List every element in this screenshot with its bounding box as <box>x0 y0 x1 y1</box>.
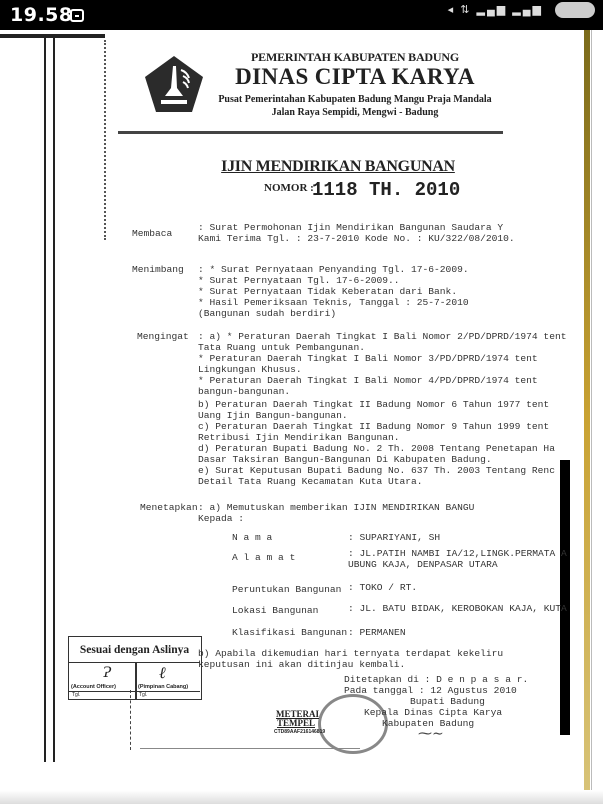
menimbang-line: * Surat Pernyataan Tidak Keberatan dari Bank. <box>198 286 458 297</box>
mengingat-line: bangun-bangunan. <box>198 386 291 397</box>
binder-line <box>44 36 46 762</box>
branch-head-caption: (Pimpinan Cabang) <box>138 684 189 690</box>
battery-icon <box>555 2 595 18</box>
signature-line: Ditetapkan di : D e n p a s a r. <box>344 674 529 685</box>
mengingat-line: Uang Ijin Bangun-bangunan. <box>198 410 348 421</box>
scan-shadow <box>560 460 570 735</box>
signature-line: Pada tanggal : 12 Agustus 2010 <box>344 685 517 696</box>
official-stamp <box>318 694 388 754</box>
field-value-klasifikasi: : PERMANEN <box>348 627 406 638</box>
menimbang-line: : * Surat Pernyataan Penyanding Tgl. 17-6-2009. <box>198 264 469 275</box>
nomor-label: NOMOR : <box>264 182 314 194</box>
verification-divider <box>135 663 137 699</box>
mengingat-line: Retribusi Ijin Mendirikan Bangunan. <box>198 432 400 443</box>
clock: 19.58 <box>10 4 73 26</box>
letterhead-agency: DINAS CIPTA KARYA <box>235 64 475 89</box>
account-officer-caption: (Account Officer) <box>71 684 116 690</box>
menetapkan-line: b) Apabila dikemudian hari ternyata terdapat kekeliru <box>198 648 504 659</box>
account-officer-signature: Ɂ <box>103 665 112 681</box>
document-title: IJIN MENDIRIKAN BANGUNAN <box>221 158 455 175</box>
field-value-alamat: : JL.PATIH NAMBI IA/12,LINGK.PERMATA A <box>348 548 567 559</box>
mengingat-line: Detail Tata Ruang Kecamatan Kuta Utara. <box>198 476 423 487</box>
field-value-alamat-2: UBUNG KAJA, DENPASAR UTARA <box>348 559 498 570</box>
field-value-lokasi: : JL. BATU BIDAK, KEROBOKAN KAJA, KUTA <box>348 603 567 614</box>
letterhead-center: Pusat Pemerintahan Kabupaten Badung Mangu Praja Mandala <box>218 94 492 105</box>
mengingat-line: e) Surat Keputusan Bupati Badung No. 637 Th. 2003 Tentang Renc <box>198 465 555 476</box>
mengingat-line: b) Peraturan Daerah Tingkat II Badung Nomor 6 Tahun 1977 tent <box>198 399 550 410</box>
section-label-menetapkan: Menetapkan <box>140 502 198 513</box>
mengingat-line: Tata Ruang untuk Pembangunan. <box>198 342 365 353</box>
mengingat-line: d) Peraturan Bupati Badung No. 2 Th. 2008 Tentang Penetapan Ha <box>198 443 555 454</box>
field-label-alamat: A l a m a t <box>232 552 296 563</box>
verification-row-rule <box>69 691 200 692</box>
mengingat-line: * Peraturan Daerah Tingkat I Bali Nomor 3/PD/DPRD/1974 tent <box>198 353 538 364</box>
menimbang-line: * Surat Pernyataan Tgl. 17-6-2009.. <box>198 275 400 286</box>
page-bottom-shadow <box>0 790 603 804</box>
account-officer-date: Tgl. <box>72 692 81 698</box>
signature-line: Bupati Badung <box>410 696 485 707</box>
screenshot-icon <box>70 9 84 22</box>
mengingat-line: c) Peraturan Daerah Tingkat II Badung Nomor 9 Tahun 1999 tent <box>198 421 550 432</box>
section-label-mengingat: Mengingat <box>137 331 189 342</box>
membaca-line: : Surat Permohonan Ijin Mendirikan Bangunan Saudara Y <box>198 222 504 233</box>
document-page <box>0 30 603 804</box>
verification-title: Sesuai dengan Aslinya <box>69 637 200 663</box>
branch-head-date: Tgl. <box>139 692 148 698</box>
system-icons: ◂ ⇅ ▂▄▆ ▂▄▆ <box>447 4 543 16</box>
menimbang-line: * Hasil Pemeriksaan Teknis, Tanggal : 25-7-2010 <box>198 297 469 308</box>
menetapkan-line: keputusan ini akan ditinjau kembali. <box>198 659 406 670</box>
mengingat-line: Dasar Taksiran Bangun-Bangunan Di Kabupaten Badung. <box>198 454 492 465</box>
field-label-lokasi: Lokasi Bangunan <box>232 605 319 616</box>
meterai-stamp: METERAI TEMPEL <box>276 709 320 728</box>
menetapkan-line: : a) Memutuskan memberikan IJIN MENDIRIKAN BANGU <box>198 502 475 513</box>
nomor-value: 1118 TH. 2010 <box>312 179 461 201</box>
field-value-nama: : SUPARIYANI, SH <box>348 532 441 543</box>
badung-regency-emblem-icon <box>143 54 205 114</box>
letterhead-government: PEMERINTAH KABUPATEN BADUNG <box>251 50 459 64</box>
mengingat-line: * Peraturan Daerah Tingkat I Bali Nomor 4/PD/DPRD/1974 tent <box>198 375 538 386</box>
field-label-klasifikasi: Klasifikasi Bangunan <box>232 627 348 638</box>
field-label-peruntukan: Peruntukan Bangunan <box>232 584 342 595</box>
status-bar <box>0 0 603 32</box>
perforation-line <box>104 40 106 240</box>
binder-line <box>53 36 55 762</box>
verification-box <box>68 636 202 700</box>
paper-edge-line <box>591 30 592 804</box>
signature-line: Kepala Dinas Cipta Karya <box>364 707 503 718</box>
letterhead-divider <box>118 131 503 134</box>
bottom-rule <box>140 748 360 749</box>
field-label-nama: N a m a <box>232 532 273 543</box>
paper-edge <box>584 30 590 804</box>
field-value-peruntukan: : TOKO / RT. <box>348 582 418 593</box>
signature-line: Kabupaten Badung <box>382 718 475 729</box>
fold-mark <box>130 690 131 750</box>
menimbang-line: (Bangunan sudah berdiri) <box>198 308 337 319</box>
section-label-menimbang: Menimbang <box>132 264 184 275</box>
branch-head-signature: ℓ <box>159 663 166 682</box>
section-label-membaca: Membaca <box>132 228 173 239</box>
mengingat-line: : a) * Peraturan Daerah Tingkat I Bali Nomor 2/PD/DPRD/1974 tent <box>198 331 567 342</box>
handwritten-signature: ⁓∼ <box>418 726 444 742</box>
mengingat-line: Lingkungan Khusus. <box>198 364 302 375</box>
binder-margin <box>0 30 60 804</box>
membaca-line: Kami Terima Tgl. : 23-7-2010 Kode No. : KU/322/08/2010. <box>198 233 515 244</box>
letterhead-address: Jalan Raya Sempidi, Mengwi - Badung <box>271 107 439 118</box>
meterai-code: CTD89AAF216146819 <box>274 729 326 735</box>
menetapkan-line: Kepada : <box>198 513 245 524</box>
